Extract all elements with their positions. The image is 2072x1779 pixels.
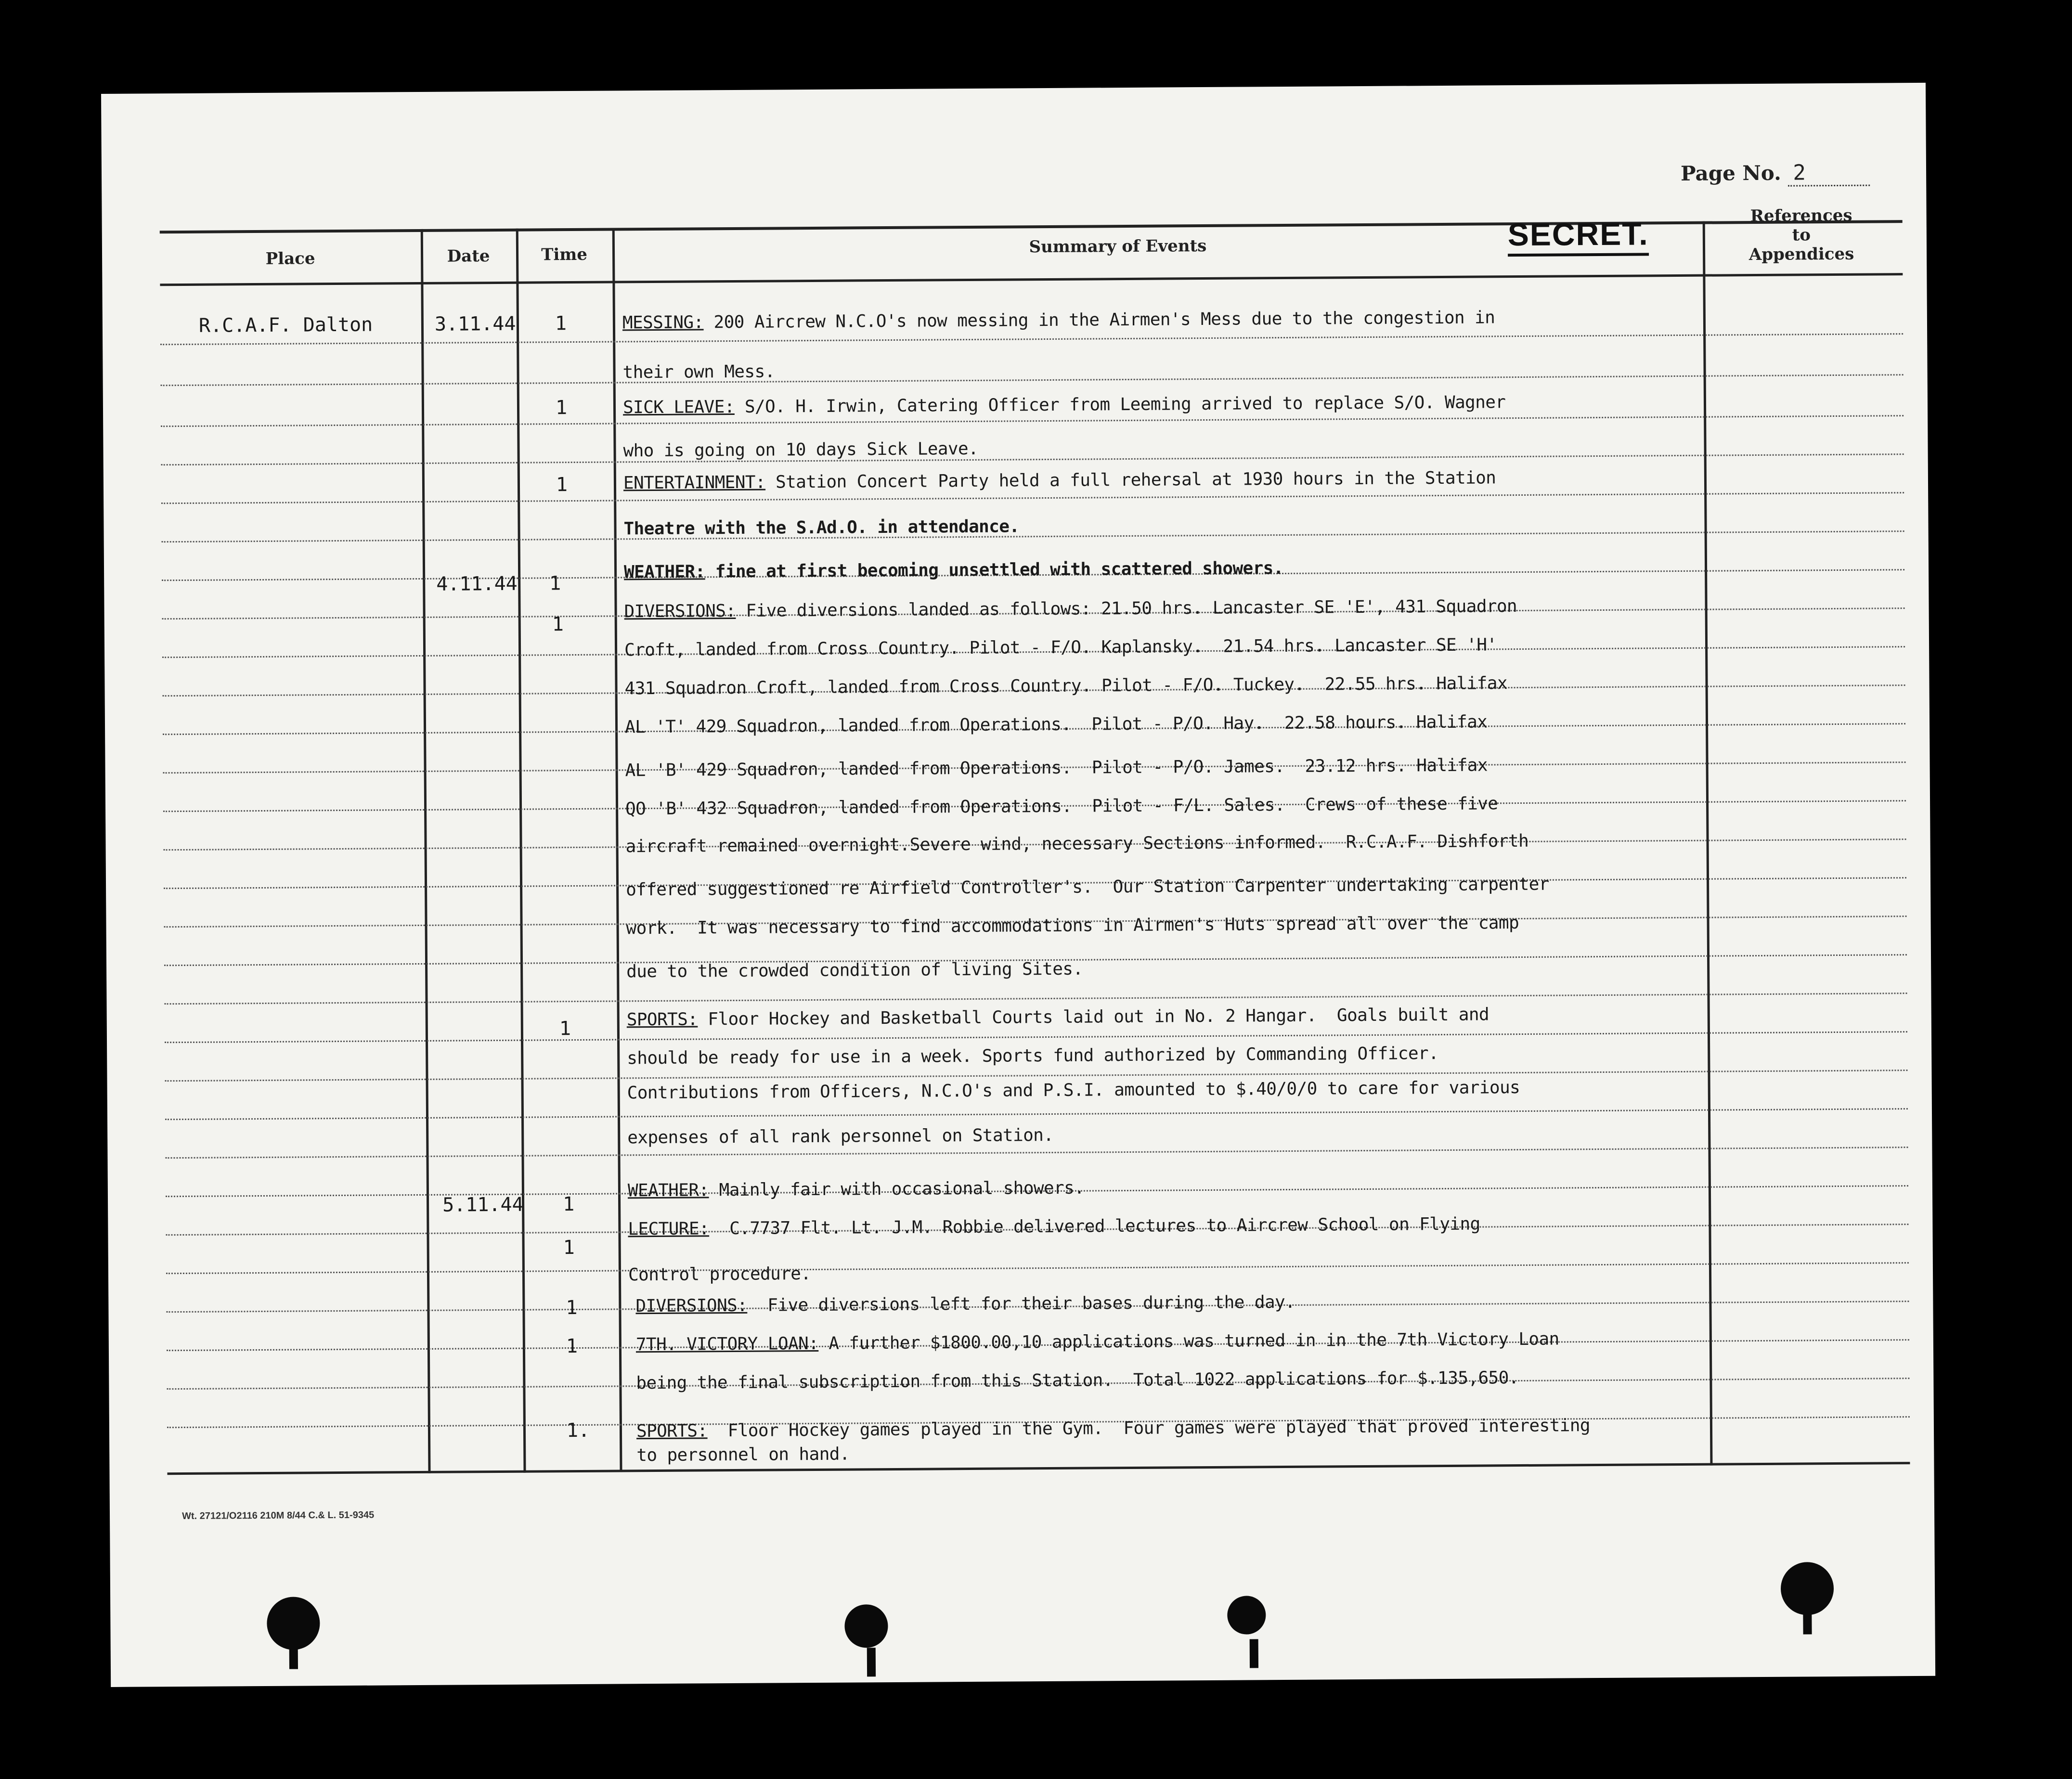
entry-line: who is going on 10 days Sick Leave. [623,438,979,461]
time-value: 1 [555,397,568,419]
entry-heading: WEATHER: [627,1180,709,1201]
entry-heading: WEATHER: [623,562,705,582]
entry-weather [628,1178,1085,1201]
entry-sports [627,1005,1489,1030]
entry-heading: DIVERSIONS: [624,601,736,622]
binder-hole [844,1604,888,1648]
entry-diversions [635,1292,1295,1316]
date-5-11-44: 5.11.44 [442,1193,524,1216]
entry-line: Theatre with the S.Ad.O. in attendance. [623,516,1020,539]
entry-heading: SPORTS: [626,1009,698,1030]
entry-text: Station Concert Party held a full rehersal at 1930 hours in the Station [765,468,1496,492]
form-footer-code: Wt. 27121/O2116 210M 8/44 C.& L. 51-9345 [181,1509,375,1522]
entry-text: Five diversions left for their bases during the day. [747,1292,1295,1315]
entry-line: offered suggestioned re Airfield Controller's. Our Station Carpenter undertaking carpenter [625,874,1549,900]
entry-line: expenses of all rank personnel on Station. [627,1125,1054,1148]
entry-sick-leave [623,392,1506,417]
time-value: 1 [563,1237,575,1259]
entry-text: Floor Hockey and Basketball Courts laid out in No. 2 Hangar. Goals built and [698,1005,1489,1030]
entry-lecture [628,1214,1480,1239]
entry-line: Control procedure. [628,1264,811,1285]
entry-heading: SICK LEAVE: [622,397,735,418]
binder-hole [1781,1562,1834,1615]
column-divider-time [612,228,622,1472]
column-divider-date [516,229,526,1473]
entry-text: C.7737 Flt. Lt. J.M. Robbie delivered lectures to Aircrew School on Flying [709,1214,1480,1239]
entry-line: Croft, landed from Cross Country. Pilot - F/O. Kaplansky. 21.54 hrs. Lancaster SE 'H' [624,635,1497,660]
header-summary: Summary of Events [1029,236,1207,257]
page-number-label: Page No. [1680,161,1781,185]
entry-heading: MESSING: [622,312,704,333]
entry-heading: LECTURE: [628,1219,710,1239]
time-value: 1 [556,474,568,496]
entry-line: Contributions from Officers, N.C.O's and P.S.I. amounted to $.40/0/0 to care for various [627,1078,1520,1103]
entry-heading: DIVERSIONS: [635,1295,748,1316]
entry-line: aircraft remained overnight.Severe wind, necessary Sections informed. R.C.A.F. Dishforth [625,831,1529,857]
entry-sports [636,1416,1590,1441]
entry-heading: ENTERTAINMENT: [623,472,766,493]
header-time: Time [541,245,588,265]
entry-line: being the final subscription from this Station. Total 1022 applications for $.135,650. [636,1368,1519,1393]
column-divider-place [421,229,431,1473]
entry-weather [624,558,1283,582]
date-4-11-44: 4.11.44 [436,572,518,595]
entry-line: to personnel on hand. [636,1444,850,1466]
entry-diversions [624,596,1517,621]
time-value: 1 [562,1193,575,1216]
entry-line: AL 'B' 429 Squadron, landed from Operations. Pilot - P/O. James. 23.12 hrs. Halifax [625,755,1488,781]
entry-text: Floor Hockey games played in the Gym. Four games were played that proved interesting [707,1416,1591,1441]
page-number-value: 2 [1788,160,1870,187]
time-value: 1 [552,613,564,636]
entry-text: S/O. H. Irwin, Catering Officer from Leeming arrived to replace S/O. Wagner [734,392,1506,417]
entry-line: due to the crowded condition of living Sites. [626,959,1083,982]
entry-messing [622,308,1495,333]
entry-line: should be ready for use in a week. Sports fund authorized by Commanding Officer. [627,1044,1439,1069]
entry-text: Mainly fair with occasional showers. [709,1178,1085,1200]
entry-line: 431 Squadron Croft, landed from Cross Country. Pilot - F/O. Tuckey. 22.55 hrs. Halifax [624,673,1508,699]
place-value: R.C.A.F. Dalton [198,313,373,337]
entry-text: fine at first becoming unsettled with scattered showers. [705,558,1284,582]
entry-text: 200 Aircrew N.C.O's now messing in the Airmen's Mess due to the congestion in [703,308,1495,333]
entry-line: AL 'T' 429 Squadron, landed from Operations. Pilot - P/O. Hay. 22.58 hours. Halifax [624,712,1488,737]
entry-line: work. It was necessary to find accommodations in Airmen's Huts spread all over the camp [626,913,1519,939]
time-value: 1 [566,1335,578,1358]
entry-heading: SPORTS: [636,1421,708,1442]
entry-entertainment [623,468,1496,493]
entry-text: A further $1800.00,10 applications was turned in in the 7th Victory Loan [818,1329,1559,1354]
entry-victory-loan [636,1329,1559,1355]
time-value: 1. [566,1419,590,1442]
entry-heading: 7TH. VICTORY LOAN: [635,1333,819,1355]
binder-hole [267,1597,320,1650]
entry-line: their own Mess. [622,361,775,383]
page-number [1681,160,1870,187]
header-date: Date [447,246,490,266]
header-references: References to Appendices [1748,206,1854,265]
header-place: Place [265,249,315,269]
time-value: 1 [549,572,561,595]
entry-text: Five diversions landed as follows: 21.50 hrs. Lancaster SE 'E', 431 Squadron [736,596,1517,621]
form-sheet [101,83,1935,1687]
time-value: 1 [555,312,567,335]
entry-line: QO 'B' 432 Squadron, landed from Operations. Pilot - F/L. Sales. Crews of these five [625,794,1498,819]
date-3-11-44: 3.11.44 [434,312,516,335]
binder-hole [1227,1596,1266,1634]
time-value: 1 [559,1018,571,1040]
secret-stamp: SECRET. [1508,215,1649,257]
column-divider-summary [1703,221,1713,1466]
time-value: 1 [566,1297,578,1319]
